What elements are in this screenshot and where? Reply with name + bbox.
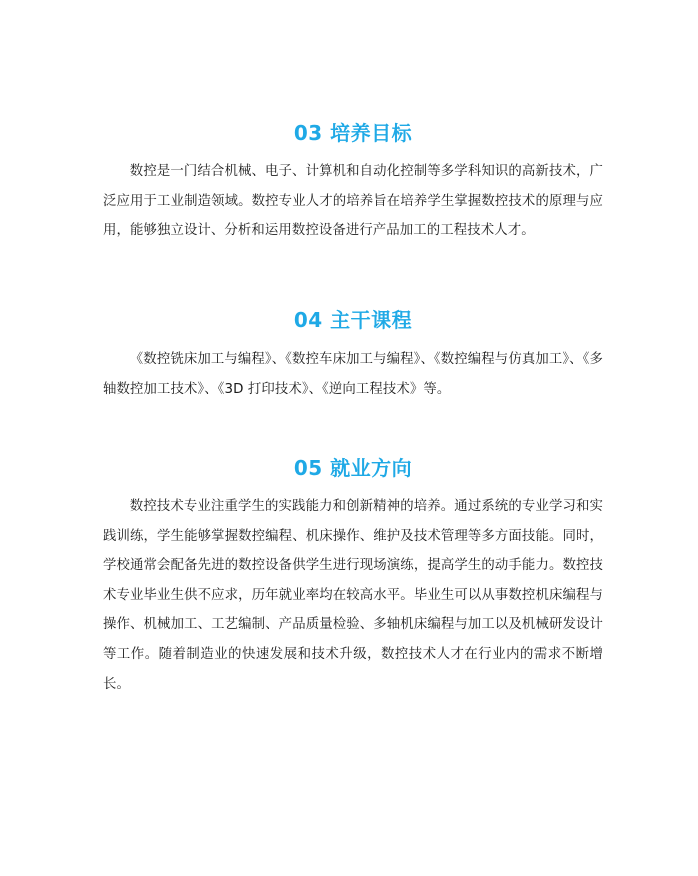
section-heading-training-goals: 03 培养目标 (293, 121, 413, 145)
section-body-career-direction: 数控技术专业注重学生的实践能力和创新精神的培养。通过系统的专业学习和实践训练，学生能够掌握数控编程、机床操作、维护及技术管理等多方面技能。同时，学校通常会配备先进的数控设备供学生进行现场演练，提高学生的动手能力。数控技术专业毕业生供不应求，历年就业率均在较高水平。毕业生可以从事数控机床编程与操作、机械加工、工艺编制、产品质量检验、多轴机床编程与加工以及机械研发设计等工作。随着制造业的快速发展和技术升级，数控技术人才在行业内的需求不断增长。 (103, 499, 603, 692)
section-heading-main-courses: 04 主干课程 (293, 308, 413, 332)
section-heading-career-direction: 05 就业方向 (293, 456, 413, 480)
section-career-direction (103, 451, 603, 699)
section-body-main-courses: 《数控铣床加工与编程》、《数控车床加工与编程》、《数控编程与仿真加工》、《多轴数控加工技术》、《3D 打印技术》、《逆向工程技术》等。 (103, 352, 603, 397)
section-main-courses (103, 303, 603, 404)
section-body-training-goals: 数控是一门结合机械、电子、计算机和自动化控制等多学科知识的高新技术，广泛应用于工业制造领域。数控专业人才的培养旨在培养学生掌握数控技术的原理与应用，能够独立设计、分析和运用数控设备进行产品加工的工程技术人才。 (103, 164, 603, 239)
section-training-goals (103, 116, 603, 246)
